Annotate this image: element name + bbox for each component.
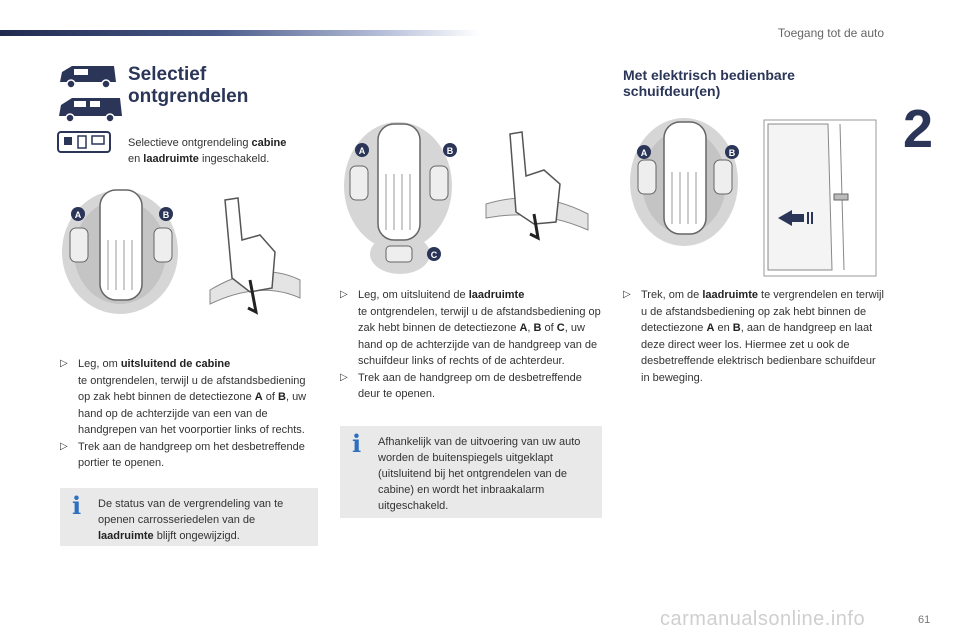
info-icon: i	[72, 491, 82, 520]
left-step1-post: te ontgrendelen, terwijl u de afstandsbediening op zak hebt binnen de detectiezone	[78, 374, 306, 403]
intro-pre: Selectieve ontgrendeling	[128, 137, 252, 149]
right-step-1	[623, 287, 885, 386]
middle-step-1	[340, 287, 602, 370]
page-title	[128, 64, 248, 108]
right-step1-post: te vergrendelen en terwijl u de afstandsbediening op zak hebt binnen de detectiezone	[641, 289, 884, 334]
arrow-bullet-icon: ▷	[340, 289, 348, 300]
middle-instructions	[340, 287, 602, 403]
right-step1-en: en	[714, 322, 733, 334]
right-step1-pre: Trek, om de	[641, 289, 703, 301]
van-rear-open-icon	[56, 128, 114, 156]
left-step-2	[60, 439, 310, 472]
left-step1-b: B	[278, 391, 286, 403]
right-step1-bold: laadruimte	[702, 289, 758, 301]
header-accent-bar	[0, 30, 480, 36]
arrow-bullet-icon: ▷	[623, 289, 631, 300]
intro-mid: en	[128, 153, 144, 165]
middle-step-2	[340, 370, 602, 403]
zone-b-label-2: B	[446, 146, 454, 156]
left-step1-pre: Leg, om	[78, 358, 121, 370]
middle-step1-bold: laadruimte	[468, 289, 525, 301]
title-line1: Selectief	[128, 64, 207, 85]
left-step1-a: A	[254, 391, 263, 403]
left-instructions	[60, 356, 310, 472]
zone-a-label: A	[74, 210, 82, 220]
right-step1-a: A	[706, 322, 715, 334]
intro-bold-cabine: cabine	[251, 137, 287, 149]
page-number: 61	[918, 614, 931, 626]
van-short-icon	[56, 62, 120, 90]
left-step1-bold: uitsluitend de cabine	[120, 358, 231, 370]
middle-step1-of: of	[541, 322, 557, 334]
van-long-icon	[56, 94, 124, 124]
left-info-text: De status van de vergrendeling van te openen carrosseriedelen van de	[98, 498, 284, 526]
right-instructions	[623, 287, 885, 386]
zone-b-label-3: B	[728, 148, 736, 158]
illustration-electric-sliding-door	[628, 110, 884, 280]
middle-step2-text: Trek aan de handgreep om de desbetreffende deur te openen.	[358, 371, 582, 400]
middle-step1-a: A	[519, 322, 528, 334]
middle-step1-pre: Leg, om uitsluitend de	[358, 289, 469, 301]
left-info-bold: laadruimte	[98, 530, 154, 542]
section-title: Toegang tot de auto	[777, 26, 884, 40]
zone-a-label-3: A	[640, 148, 648, 158]
watermark: carmanualsonline.info	[660, 608, 866, 630]
left-step2-text: Trek aan de handgreep om het desbetreffende portier te openen.	[78, 440, 305, 469]
info-icon: i	[352, 429, 362, 458]
left-step1-of: of	[262, 391, 278, 403]
right-section-title: Met elektrisch bedienbare schuifdeur(en)	[623, 67, 795, 99]
title-line2: ontgrendelen	[128, 86, 249, 107]
left-step-1	[60, 356, 310, 439]
illustration-cargo-unlock	[338, 118, 600, 278]
middle-step1-post: te ontgrendelen, terwijl u de afstandsbediening op zak hebt binnen de detectiezone	[358, 305, 601, 334]
middle-step1-sep: ,	[527, 322, 534, 334]
intro-text	[128, 135, 318, 167]
arrow-bullet-icon: ▷	[60, 358, 68, 369]
left-step1-end: , uw hand op de achterzijde van een van de handgrepen van het voorportier links of rechts.	[78, 391, 307, 436]
middle-step1-b: B	[533, 322, 542, 334]
middle-step1-end: , uw hand op de achterzijde van de handgreep van de schuifdeur links of rechts of de achterdeur.	[358, 322, 598, 367]
right-step1-b: B	[732, 322, 741, 334]
left-info-box	[60, 488, 318, 546]
arrow-bullet-icon: ▷	[340, 371, 348, 383]
intro-bold-laadruimte: laadruimte	[143, 153, 199, 165]
middle-step1-c: C	[556, 322, 565, 334]
zone-a-label-2: A	[358, 146, 366, 156]
left-info-post: blijft ongewijzigd.	[153, 530, 240, 542]
chapter-number: 2	[903, 99, 934, 159]
middle-info-text: Afhankelijk van de uitvoering van uw auto worden de buitenspiegels uitgeklapt (uitsluitend bij het ontgrendelen van de cabine) en wordt het inbraakalarm uitgeschakeld.	[378, 436, 581, 512]
intro-post: ingeschakeld.	[198, 153, 270, 165]
vehicle-icons	[56, 62, 128, 160]
middle-info-box	[340, 426, 602, 518]
zone-b-label: B	[162, 210, 170, 220]
zone-c-label: C	[430, 250, 438, 260]
illustration-cabin-unlock	[60, 180, 320, 330]
right-step1-end: , aan de handgreep en laat deze direct weer los. Hiermee zet u ook de desbetreffende elektrisch bedienbare schuifdeur in beweging.	[641, 322, 876, 384]
arrow-bullet-icon: ▷	[60, 440, 68, 452]
